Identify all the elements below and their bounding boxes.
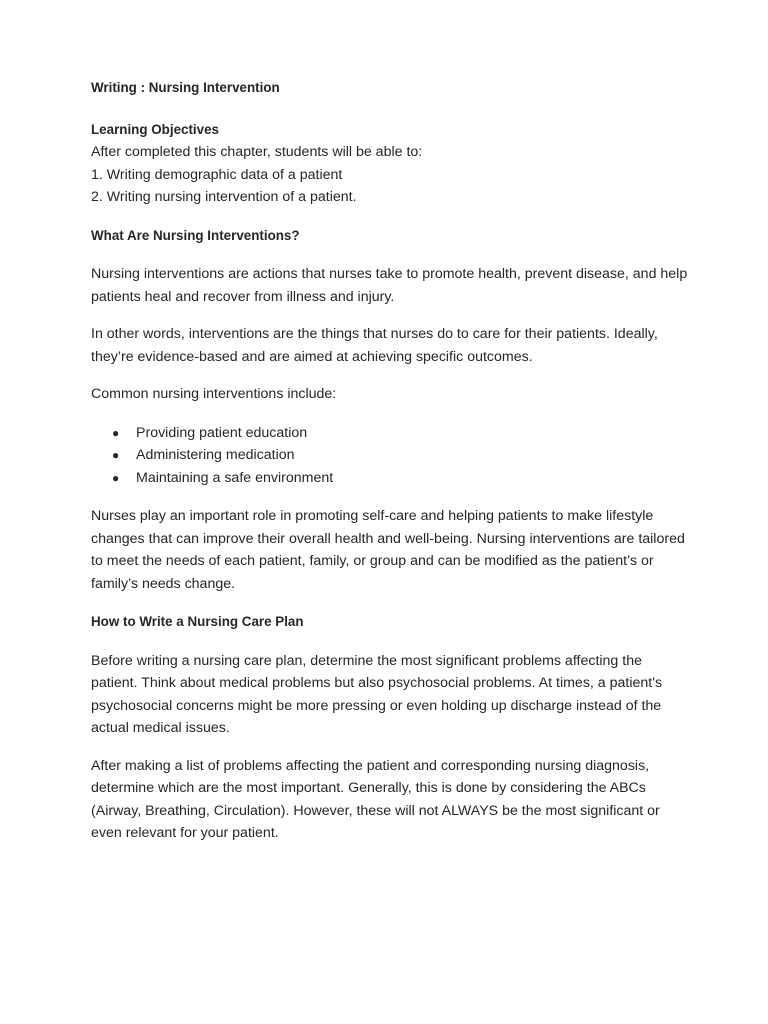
- bullet-icon: ●: [112, 470, 120, 485]
- list-item: [112, 422, 691, 445]
- bullet-icon: ●: [112, 425, 120, 440]
- paragraph-definition: Nursing interventions are actions that nurses take to promote health, prevent disease, and help patients heal and recover from illness and injury.: [91, 266, 688, 305]
- paragraph-common-interventions: Common nursing interventions include:: [91, 386, 337, 402]
- document-title: Writing : Nursing Intervention: [91, 80, 280, 95]
- paragraph-self-care: Nurses play an important role in promoting self-care and helping patients to make lifestyle changes that can improve their overall health and well-being. Nursing interventions are tailored to meet the needs of each patient, family, or group and can be modified as the patient’s or family’s needs change.: [91, 508, 685, 592]
- document-body: [91, 77, 691, 845]
- interventions-list: [91, 422, 691, 490]
- list-item-text: Providing patient education: [136, 424, 308, 441]
- list-item-text: Maintaining a safe environment: [136, 469, 334, 486]
- learning-objective-item: 2. Writing nursing intervention of a patient.: [91, 189, 357, 205]
- bullet-icon: ●: [112, 448, 120, 462]
- list-item: [112, 444, 691, 467]
- section-heading-care-plan: How to Write a Nursing Care Plan: [91, 614, 304, 629]
- learning-objectives-intro: After completed this chapter, students will be able to:: [91, 144, 423, 160]
- paragraph-before-writing: Before writing a nursing care plan, determine the most significant problems affecting the patient. Think about medical problems but also psychosocial problems. At times, a patient's psychosocial concerns might be more pressing or even holding up discharge instead of the actual medical issues.: [91, 652, 663, 736]
- section-heading-nursing-interventions: What Are Nursing Interventions?: [91, 227, 300, 243]
- paragraph-in-other-words: In other words, interventions are the things that nurses do to care for their patients. Ideally, they’re evidence-based and are aimed at achieving specific outcomes.: [91, 326, 658, 365]
- list-item: [112, 467, 691, 490]
- learning-objectives-heading: Learning Objectives: [91, 121, 219, 137]
- learning-objective-item: 1. Writing demographic data of a patient: [91, 166, 343, 183]
- paragraph-after-making-list: After making a list of problems affecting the patient and corresponding nursing diagnosis, determine which are the most important. Generally, this is done by considering the ABCs (Airway, Breathing, Circulation). However, these will not ALWAYS be the most significant or even relevant for your patient.: [91, 757, 660, 841]
- list-item-text: Administering medication: [136, 447, 295, 463]
